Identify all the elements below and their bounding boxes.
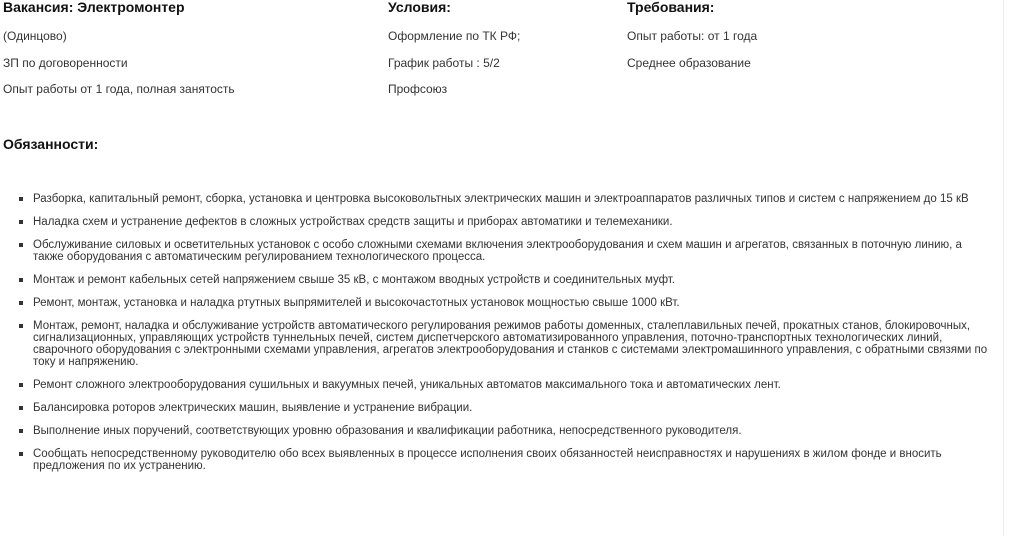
requirements-title: Требования: bbox=[627, 0, 715, 15]
conditions-title: Условия: bbox=[388, 0, 451, 15]
condition-item: Профсоюз bbox=[388, 82, 448, 96]
bullet-icon bbox=[19, 406, 23, 410]
duty-text: Обслуживание силовых и осветительных установок с особо сложными схемами включения электрооборудования и схем машин и агрегатов, связанных в поточную линию, а также оборудования с автоматическим регулированием технологического процесса. bbox=[33, 239, 962, 263]
bullet-icon bbox=[19, 220, 23, 224]
duty-text: Наладка схем и устранение дефектов в сложных устройствах средств защиты и приборах автоматики и телемеханики. bbox=[33, 216, 673, 228]
duty-item bbox=[0, 239, 1000, 263]
duty-text: Ремонт, монтаж, установка и наладка ртутных выпрямителей и высокочастотных установок мощностью свыше 1000 кВт. bbox=[33, 297, 680, 309]
duty-text: Балансировка роторов электрических машин, выявление и устранение вибрации. bbox=[33, 402, 473, 414]
duty-item bbox=[0, 379, 1000, 391]
bullet-icon bbox=[19, 278, 23, 282]
duties-list bbox=[0, 193, 1000, 483]
duty-item bbox=[0, 274, 1000, 286]
condition-item: Оформление по ТК РФ; bbox=[388, 29, 521, 43]
bullet-icon bbox=[19, 383, 23, 387]
bullet-icon bbox=[19, 452, 23, 456]
duty-text: Сообщать непосредственному руководителю обо всех выявленных в процессе исполнения своих обязанностей неисправностях и нарушениях в жилом фонде и вносить предложения по их устранению. bbox=[33, 448, 942, 472]
duty-item bbox=[0, 216, 1000, 228]
requirement-item: Опыт работы: от 1 года bbox=[627, 29, 758, 43]
vacancy-salary: ЗП по договоренности bbox=[3, 56, 128, 70]
duty-text: Монтаж и ремонт кабельных сетей напряжением свыше 35 кВ, с монтажом вводных устройств и соединительных муфт. bbox=[33, 274, 675, 286]
page-edge-divider bbox=[1003, 0, 1004, 536]
duty-item bbox=[0, 297, 1000, 309]
duty-text: Выполнение иных поручений, соответствующих уровню образования и квалификации работника, непосредственного руководителя. bbox=[33, 425, 742, 437]
vacancy-experience: Опыт работы от 1 года, полная занятость bbox=[3, 82, 235, 96]
requirements-column bbox=[627, 0, 758, 70]
duty-item bbox=[0, 448, 1000, 472]
duty-item bbox=[0, 193, 1000, 205]
conditions-column bbox=[388, 0, 521, 96]
requirement-item: Среднее образование bbox=[627, 56, 751, 70]
duty-item bbox=[0, 425, 1000, 437]
bullet-icon bbox=[19, 324, 23, 328]
vacancy-location: (Одинцово) bbox=[3, 29, 67, 43]
duty-item bbox=[0, 402, 1000, 414]
duties-title: Обязанности: bbox=[3, 136, 99, 152]
condition-item: График работы : 5/2 bbox=[388, 56, 500, 70]
duty-item bbox=[0, 320, 1000, 368]
vacancy-title: Вакансия: Электромонтер bbox=[3, 0, 185, 15]
vacancy-column bbox=[3, 0, 235, 96]
bullet-icon bbox=[19, 301, 23, 305]
duty-text: Ремонт сложного электрооборудования сушильных и вакуумных печей, уникальных автоматов максимального тока и автоматических лент. bbox=[33, 379, 781, 391]
duty-text: Монтаж, ремонт, наладка и обслуживание устройств автоматического регулирования режимов работы доменных, сталеплавильных печей, прокатных станов, блокировочных, сигнализационных, управляющих устройств туннельных печей, систем диспетчерского автоматизированного управления, поточно-транспортных технологических линий, сварочного оборудования с электронными схемами управления, агрегатов электрооборудования и станков с системами электромашинного управления, с обратными связями по току и напряжению. bbox=[33, 320, 988, 368]
bullet-icon bbox=[19, 197, 23, 201]
bullet-icon bbox=[19, 243, 23, 247]
bullet-icon bbox=[19, 429, 23, 433]
duty-text: Разборка, капитальный ремонт, сборка, установка и центровка высоковольтных электрических машин и электроаппаратов различных типов и систем с напряжением до 15 кВ bbox=[33, 193, 969, 205]
